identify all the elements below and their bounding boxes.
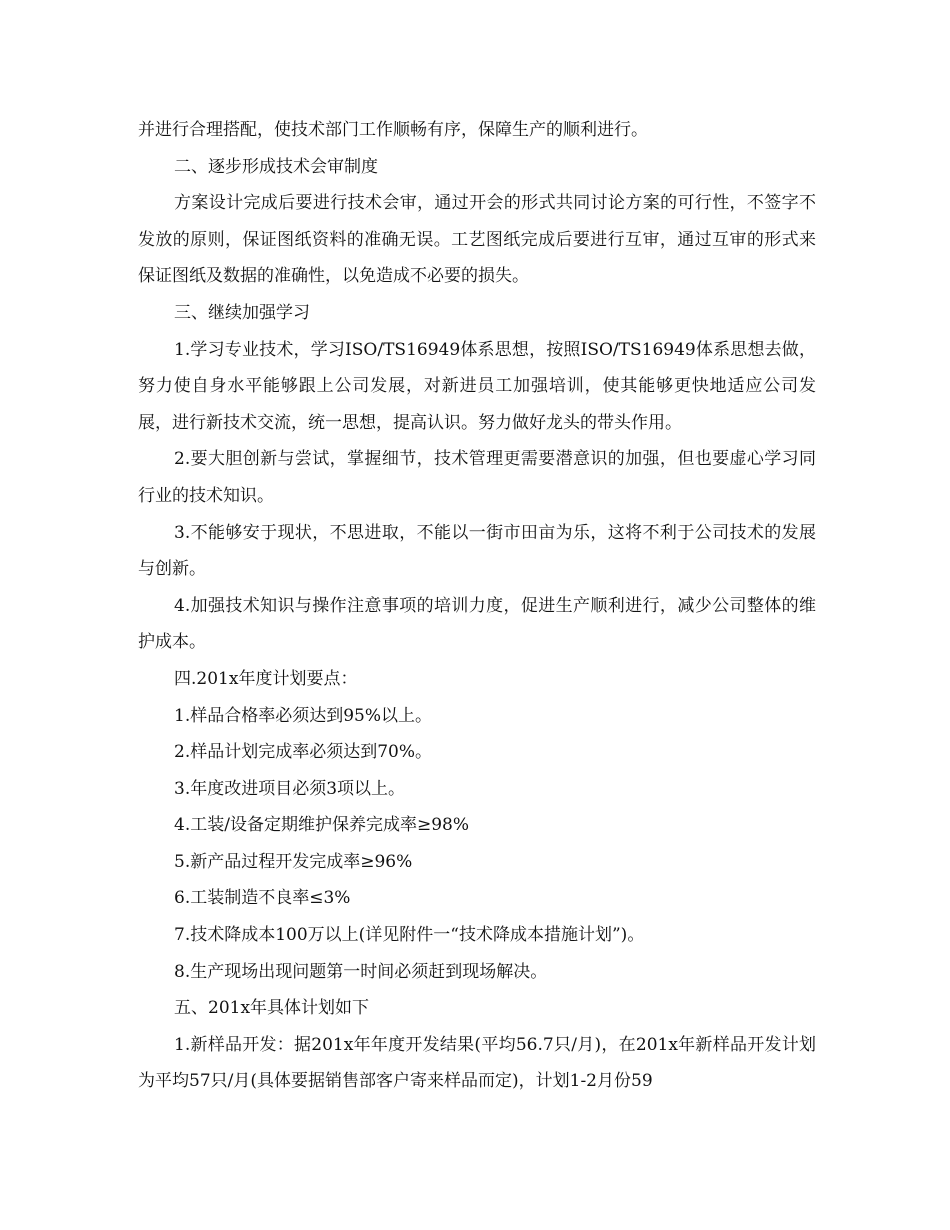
section-heading: 二、逐步形成技术会审制度 xyxy=(174,156,378,177)
list-item: 2.要大胆创新与尝试，掌握细节，技术管理更需要潜意识的加强，但也要虚心学习同行业的技术知识。 xyxy=(138,449,816,506)
list-item: 3.年度改进项目必须3项以上。 xyxy=(174,778,406,799)
list-item: 7.技术降成本100万以上(详见附件一“技术降成本措施计划”)。 xyxy=(174,925,645,946)
paragraph: 方案设计完成后要进行技术会审，通过开会的形式共同讨论方案的可行性，不签字不发放的原则，保证图纸资料的准确无误。工艺图纸完成后要进行互审，通过互审的形式来保证图纸及数据的准确性，以免造成不必要的损失。 xyxy=(138,193,816,287)
list-item: 1.新样品开发：据201x年年度开发结果(平均56.7只/月)，在201x年新样品开发计划为平均57只/月(具体要据销售部客户寄来样品而定)，计划1-2月份59 xyxy=(138,1034,816,1092)
document-body xyxy=(138,112,816,1100)
section-heading: 三、继续加强学习 xyxy=(174,302,310,323)
list-item: 2.样品计划完成率必须达到70%。 xyxy=(174,742,433,763)
section-heading: 五、201x年具体计划如下 xyxy=(174,998,370,1019)
list-item: 3.不能够安于现状，不思进取，不能以一街市田亩为乐，这将不利于公司技术的发展与创新。 xyxy=(138,522,816,580)
list-item: 4.工装/设备定期维护保养完成率≥98% xyxy=(174,815,469,836)
paragraph: 并进行合理搭配，使技术部门工作顺畅有序，保障生产的顺利进行。 xyxy=(138,120,648,140)
list-item: 8.生产现场出现问题第一时间必须赶到现场解决。 xyxy=(174,961,548,982)
list-item: 1.样品合格率必须达到95%以上。 xyxy=(174,705,433,726)
section-heading: 四.201x年度计划要点： xyxy=(174,668,358,689)
list-item: 1.学习专业技术，学习ISO/TS16949体系思想，按照ISO/TS16949体系思想去做，努力使自身水平能够跟上公司发展，对新进员工加强培训，使其能够更快地适应公司发展，进行新技术交流，统一思想，提高认识。努力做好龙头的带头作用。 xyxy=(138,339,816,433)
list-item: 4.加强技术知识与操作注意事项的培训力度，促进生产顺利进行，减少公司整体的维护成本。 xyxy=(138,595,816,653)
list-item: 6.工装制造不良率≤3% xyxy=(174,888,351,909)
list-item: 5.新产品过程开发完成率≥96% xyxy=(174,851,413,872)
